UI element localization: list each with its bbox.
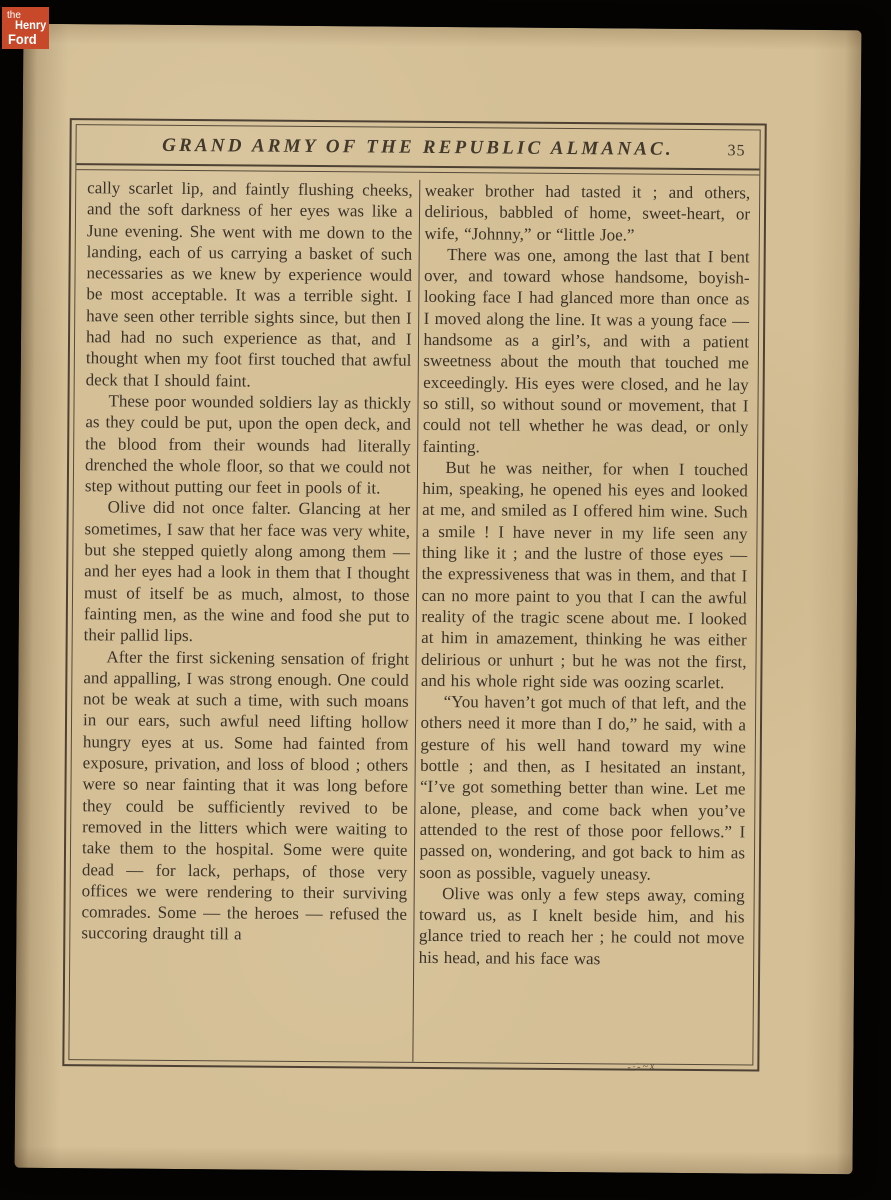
paragraph: There was one, among the last that I bent over, and toward whose handsome, boyish-looking face I had glanced more than once as I moved along the line. It was a young face — handsome as a girl’s, and with a patient sweetness about the mouth that touched me exceedingly. His eyes were closed, and he lay so still, so without sound or movement, that I could not tell whether he was dead, or only fainting. (422, 244, 750, 456)
pencil-mark: -·-~x (627, 1060, 657, 1074)
logo-word-ford: Ford (8, 31, 37, 47)
text-column-right (418, 180, 750, 1065)
henry-ford-logo (2, 7, 49, 49)
logo-word-henry: Henry (15, 18, 47, 32)
text-column-left (80, 177, 412, 1062)
running-head-title: GRAND ARMY OF THE REPUBLIC ALMANAC. (162, 134, 675, 160)
page-frame (62, 118, 766, 1074)
paragraph: These poor wounded soldiers lay as thickly as they could be put, upon the open deck, and the blood from their wounds had literally drenched the whole floor, so that we could not step without putting our feet in pools of it. (84, 391, 412, 498)
page-number: 35 (727, 142, 746, 160)
paragraph: cally scarlet lip, and faintly flushing cheeks, and the soft darkness of her eyes was like a June evening. She went with me down to the landing, each of us carrying a basket of such necessaries as we knew by experience would be most acceptable. It was a terrible sight. I have seen other terrible sights since, but then I had had no such experience as that, and I thought when my foot first touched that awful deck that I should faint. (85, 178, 413, 391)
logo-word-the: the (7, 10, 21, 21)
paragraph: “You haven’t got much of that left, and the others need it more than I do,” he said, with a gesture of his well hand toward my wine bottle ; and then, as I hesitated an instant, “I’ve got something better than wine. Let me alone, please, and come back when you’ve attended to the rest of those poor fellows.” I passed on, wondering, and got back to him as soon as possible, vaguely uneasy. (419, 692, 747, 884)
running-head (76, 125, 759, 168)
paragraph: Olive did not once falter. Glancing at her sometimes, I saw that her face was very white, but she stepped quietly along among them — and her eyes had a look in them that I thought must of itself be as much, almost, to those fainting men, as the wine and food she put to their pallid lips. (83, 497, 411, 646)
paragraph: After the first sickening sensation of fright and appalling, I was strong enough. One could not be weak at such a time, with such moans in our ears, such awful need lifting hollow hungry eyes at us. Some had fainted from exposure, privation, and loss of blood ; others were so near fainting that it was long before they could be sufficiently revived to be removed in the litters which were waiting to take them to the hospital. Some were quite dead — for lack, perhaps, of those very offices we were rendering to their surviving comrades. Some — the heroes — refused the succoring draught till a (81, 646, 410, 944)
paragraph: Olive was only a few steps away, coming toward us, as I knelt beside him, and his glance tried to reach her ; he could not move his head, and his face was (418, 883, 745, 968)
text-columns (69, 170, 759, 1064)
page-frame-inner-rule (68, 124, 760, 1065)
book-page (15, 24, 862, 1175)
paragraph: But he was neither, for when I touched him, speaking, he opened his eyes and looked at me, and smiled as I offered him wine. Such a smile ! I have never in my life seen any thing like it ; and the lustre of those eyes — the expressiveness that was in them, and that I can no more paint to you that I can the awful reality of the tragic scene about me. I looked at him in amazement, thinking he was either delirious or unhurt ; but he was not the first, and his whole right side was oozing scarlet. (420, 457, 749, 693)
paragraph: weaker brother had tasted it ; and others, delirious, babbled of home, sweet-heart, or wife, “Johnny,” or “little Joe.” (424, 180, 751, 245)
